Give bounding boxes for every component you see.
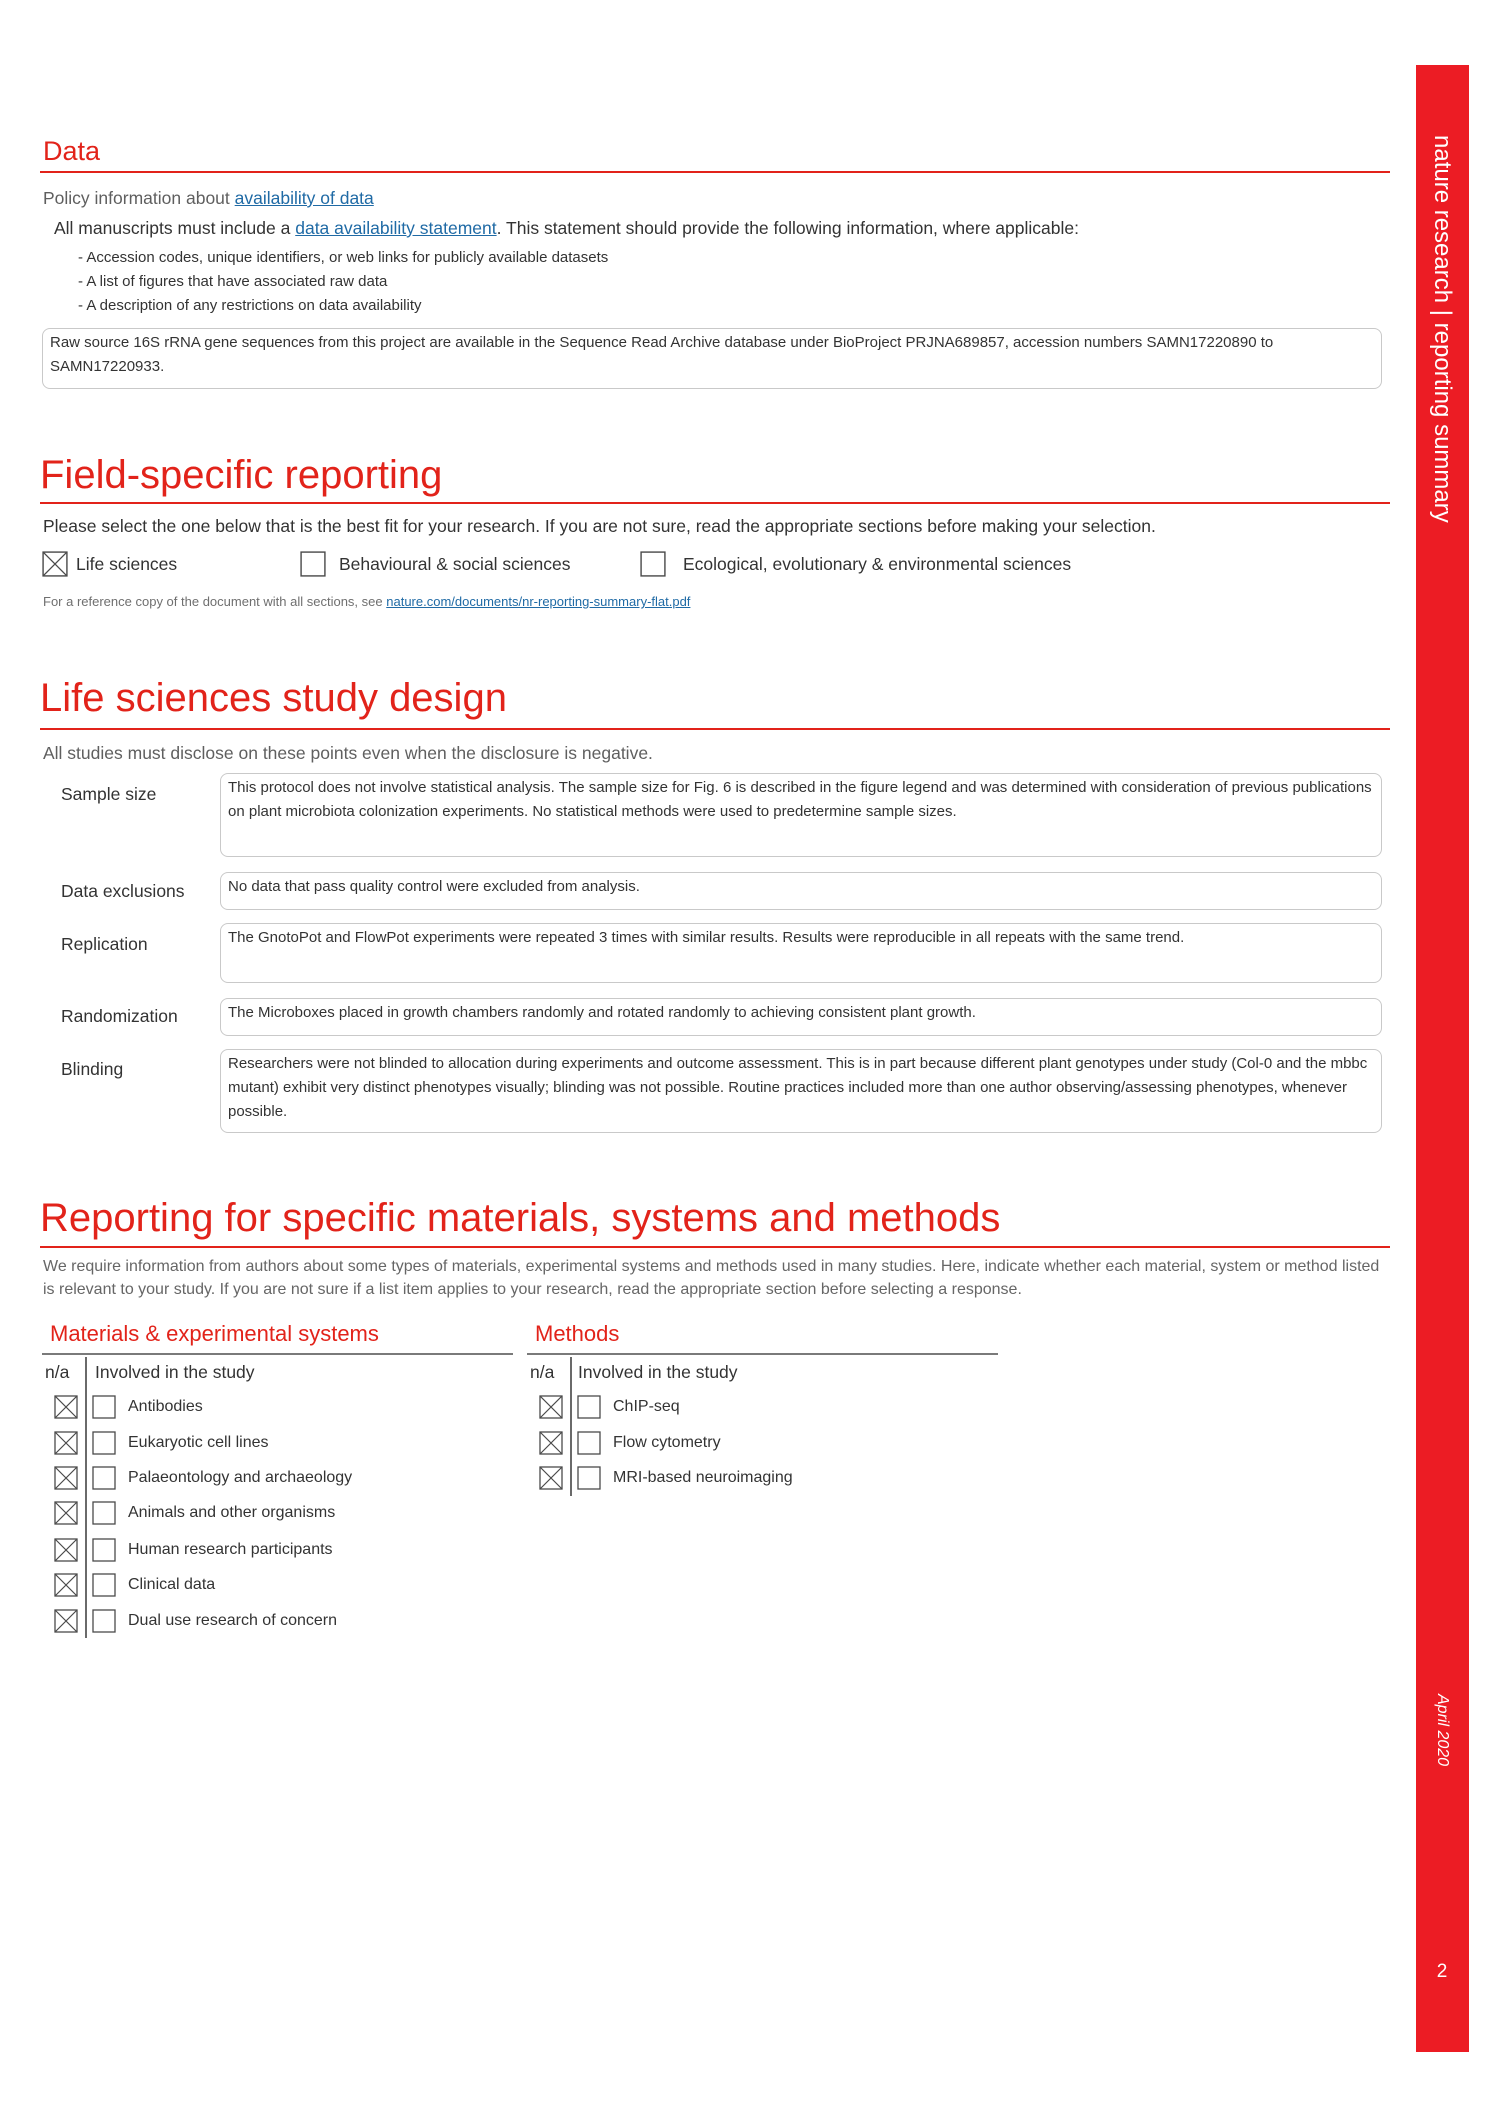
sample-size-response-field[interactable]: This protocol does not involve statistical analysis. The sample size for Fig. 6 is described in the figure legend and was determined with consideration of previous publications on plant microbiota colonization experiments. No statistical methods were used to predetermine sample sizes.: [220, 773, 1382, 857]
life-sciences-checkbox[interactable]: [42, 551, 68, 577]
study-design-heading: Life sciences study design: [40, 676, 507, 720]
replication-response-field[interactable]: The GnotoPot and FlowPot experiments were repeated 3 times with similar results. Results were reproducible in all repeats with the same trend.: [220, 923, 1382, 983]
involved-checkbox[interactable]: [92, 1501, 116, 1525]
study-design-intro: All studies must disclose on these points even when the disclosure is negative.: [43, 743, 653, 763]
data-availability-response-field[interactable]: Raw source 16S rRNA gene sequences from this project are available in the Sequence Read Archive database under BioProject PRJNA689857, accession numbers SAMN17220890 to SAMN17220933.: [42, 328, 1382, 389]
item-label: MRI-based neuroimaging: [613, 1469, 793, 1486]
life-sciences-label: Life sciences: [76, 554, 178, 574]
item-label: Animals and other organisms: [128, 1504, 336, 1521]
na-checkbox[interactable]: [54, 1538, 78, 1562]
sidebar-doc-title: reporting summary: [1429, 322, 1456, 523]
data-heading-rule: [40, 171, 1390, 173]
specific-reporting-rule: [40, 1246, 1390, 1248]
methods-na-header: n/a: [530, 1362, 555, 1382]
behavioural-social-sciences-label: Behavioural & social sciences: [339, 554, 571, 574]
methods-heading: Methods: [535, 1321, 620, 1346]
materials-involved-header: Involved in the study: [95, 1362, 255, 1382]
sidebar-date: April 2020: [1434, 1694, 1451, 1767]
field-instruction: Please select the one below that is the best fit for your research. If you are not sure, read the appropriate sections before making your selection.: [43, 516, 1156, 536]
na-checkbox[interactable]: [54, 1501, 78, 1525]
reference-line: [43, 593, 690, 611]
materials-heading: Materials & experimental systems: [50, 1321, 379, 1346]
replication-label: Replication: [61, 934, 148, 954]
na-checkbox[interactable]: [539, 1395, 563, 1419]
field-specific-heading: Field-specific reporting: [40, 453, 443, 497]
field-specific-rule: [40, 502, 1390, 504]
ecological-sciences-label: Ecological, evolutionary & environmental sciences: [683, 554, 1072, 574]
page-number: 2: [1436, 1961, 1448, 1982]
methods-item-mri-neuroimaging: [0, 1466, 1000, 1490]
study-design-rule: [40, 728, 1390, 730]
data-heading: Data: [43, 136, 101, 166]
reference-prefix: For a reference copy of the document with all sections, see: [43, 594, 383, 609]
statement-prefix: All manuscripts must include a: [54, 218, 291, 238]
involved-checkbox[interactable]: [577, 1466, 601, 1490]
materials-na-header: n/a: [45, 1362, 70, 1382]
na-checkbox[interactable]: [539, 1431, 563, 1455]
item-label: Dual use research of concern: [128, 1612, 337, 1629]
materials-item-dual-use-research: [0, 1609, 1000, 1633]
item-label: Antibodies: [128, 1398, 203, 1415]
involved-checkbox[interactable]: [577, 1395, 601, 1419]
materials-heading-rule: [42, 1353, 513, 1355]
involved-checkbox[interactable]: [577, 1431, 601, 1455]
blinding-label: Blinding: [61, 1059, 124, 1079]
data-exclusions-label: Data exclusions: [61, 881, 185, 901]
involved-checkbox[interactable]: [92, 1609, 116, 1633]
sidebar-separator: |: [1429, 309, 1456, 316]
sidebar-title: [1428, 135, 1456, 523]
policy-prefix: Policy information about: [43, 188, 230, 208]
randomization-label: Randomization: [61, 1006, 178, 1026]
involved-checkbox[interactable]: [92, 1538, 116, 1562]
bullet-item: - Accession codes, unique identifiers, or web links for publicly available datasets: [78, 249, 609, 266]
bullet-item: - A description of any restrictions on data availability: [78, 297, 422, 314]
blinding-response-field[interactable]: Researchers were not blinded to allocation during experiments and outcome assessment. This is in part because different plant genotypes under study (Col-0 and the mbbc mutant) exhibit very distinct phenotypes visually; blinding was not possible. Routine practices included more than one author observing/assessing phenotypes, whenever possible.: [220, 1049, 1382, 1133]
item-label: Human research participants: [128, 1541, 333, 1558]
item-label: Flow cytometry: [613, 1434, 721, 1451]
ecological-sciences-checkbox[interactable]: [640, 551, 666, 577]
randomization-response-field[interactable]: The Microboxes placed in growth chambers randomly and rotated randomly to achieving consistent plant growth.: [220, 998, 1382, 1036]
item-label: Clinical data: [128, 1576, 216, 1593]
item-label: Eukaryotic cell lines: [128, 1434, 269, 1451]
materials-item-human-participants: [0, 1538, 1000, 1562]
materials-item-clinical-data: [0, 1573, 1000, 1597]
statement-suffix: . This statement should provide the following information, where applicable:: [496, 218, 1079, 238]
na-checkbox[interactable]: [539, 1466, 563, 1490]
na-checkbox[interactable]: [54, 1573, 78, 1597]
availability-of-data-link[interactable]: availability of data: [234, 188, 374, 208]
methods-item-chip-seq: [0, 1395, 1000, 1419]
involved-checkbox[interactable]: [92, 1573, 116, 1597]
methods-heading-rule: [527, 1353, 998, 1355]
specific-reporting-intro: We require information from authors about some types of materials, experimental systems and methods used in many studies. Here, indicate whether each material, system or method listed is relevant to your study. If you are not sure if a list item applies to your research, read the appropriate section before selecting a response.: [43, 1258, 1380, 1298]
behavioural-social-sciences-checkbox[interactable]: [300, 551, 326, 577]
sample-size-label: Sample size: [61, 784, 157, 804]
na-checkbox[interactable]: [54, 1609, 78, 1633]
item-label: ChIP-seq: [613, 1398, 680, 1415]
specific-reporting-heading: Reporting for specific materials, systems and methods: [40, 1196, 1001, 1240]
methods-involved-header: Involved in the study: [578, 1362, 738, 1382]
statement-line: [54, 216, 1079, 240]
item-label: Palaeontology and archaeology: [128, 1469, 353, 1486]
reference-pdf-link[interactable]: nature.com/documents/nr-reporting-summary-flat.pdf: [386, 594, 691, 609]
policy-line: [43, 186, 374, 210]
data-availability-statement-link[interactable]: data availability statement: [295, 218, 497, 238]
sidebar-brand: nature research: [1429, 135, 1456, 304]
bullet-item: - A list of figures that have associated raw data: [78, 273, 388, 290]
data-exclusions-response-field[interactable]: No data that pass quality control were excluded from analysis.: [220, 872, 1382, 910]
materials-item-animals: [0, 1501, 1000, 1525]
methods-item-flow-cytometry: [0, 1431, 1000, 1455]
